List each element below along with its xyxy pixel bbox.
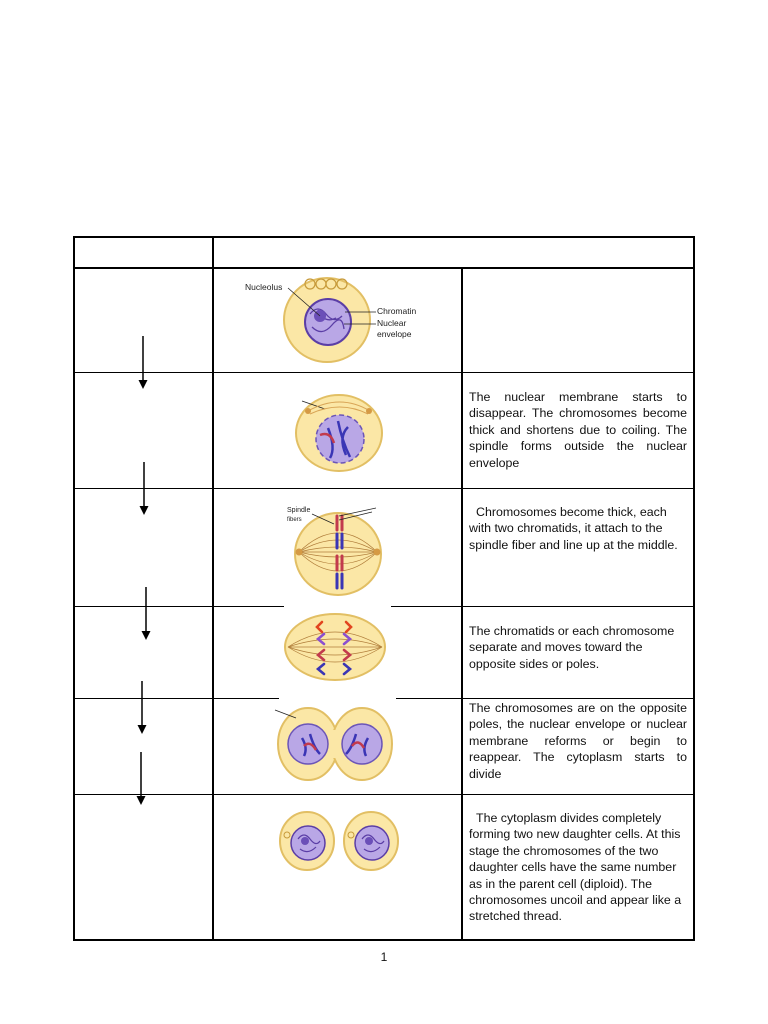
chromatin-label: Chromatin — [377, 306, 417, 316]
metaphase-cell-diagram — [284, 500, 394, 600]
row-divider — [73, 372, 695, 373]
row-divider — [73, 606, 284, 607]
row-divider — [396, 698, 695, 699]
prophase-description: The nuclear membrane starts to disappear. The chromosomes become thick and shortens due to coiling. The spindle forms outside the nuclear envelope — [469, 390, 687, 470]
anaphase-cell-diagram — [282, 610, 388, 685]
nucleolus-label: Nucleolus — [245, 282, 283, 292]
down-arrow-icon — [136, 681, 148, 735]
row-divider — [73, 488, 695, 489]
prophase-cell-diagram — [290, 383, 390, 478]
row-divider — [73, 794, 695, 795]
table-border-right — [693, 236, 695, 941]
anaphase-description: The chromatids or each chromosome separate and moves toward the opposite sides or poles. — [469, 624, 675, 671]
nuclear-label: Nuclear — [377, 318, 407, 328]
table-border-left — [73, 236, 75, 941]
down-arrow-icon — [135, 752, 147, 806]
envelope-label: envelope — [377, 329, 412, 339]
fibers-label: fibers — [287, 517, 302, 523]
column-divider — [461, 268, 463, 941]
down-arrow-icon — [138, 462, 150, 516]
spindle-label: Spindle — [287, 507, 311, 514]
cytokinesis-description: The cytoplasm divides completely forming two new daughter cells. At this stage the chromosomes of the two daughter cells have the same number as in the parent cell (diploid). The chromosomes uncoil and appear like a stretched thread. — [469, 811, 682, 924]
table-header-divider — [73, 267, 695, 269]
table-border-top — [73, 236, 695, 238]
interphase-cell-diagram — [240, 272, 430, 370]
column-divider — [212, 236, 214, 941]
table-border-bottom — [73, 939, 695, 941]
down-arrow-icon — [140, 587, 152, 641]
telophase-cell-diagram — [272, 700, 398, 786]
down-arrow-icon — [137, 336, 149, 390]
page-number: 1 — [380, 950, 388, 964]
row-divider — [73, 698, 279, 699]
metaphase-description: Chromosomes become thick, each with two chromatids, it attach to the spindle fiber and line up at the middle. — [469, 505, 678, 552]
daughter-cells-diagram — [276, 807, 406, 877]
row-divider — [391, 606, 695, 607]
telophase-description: The chromosomes are on the opposite poles, the nuclear envelope or nuclear membrane reforms or begin to reappear. The cytoplasm starts to divide — [469, 701, 687, 781]
